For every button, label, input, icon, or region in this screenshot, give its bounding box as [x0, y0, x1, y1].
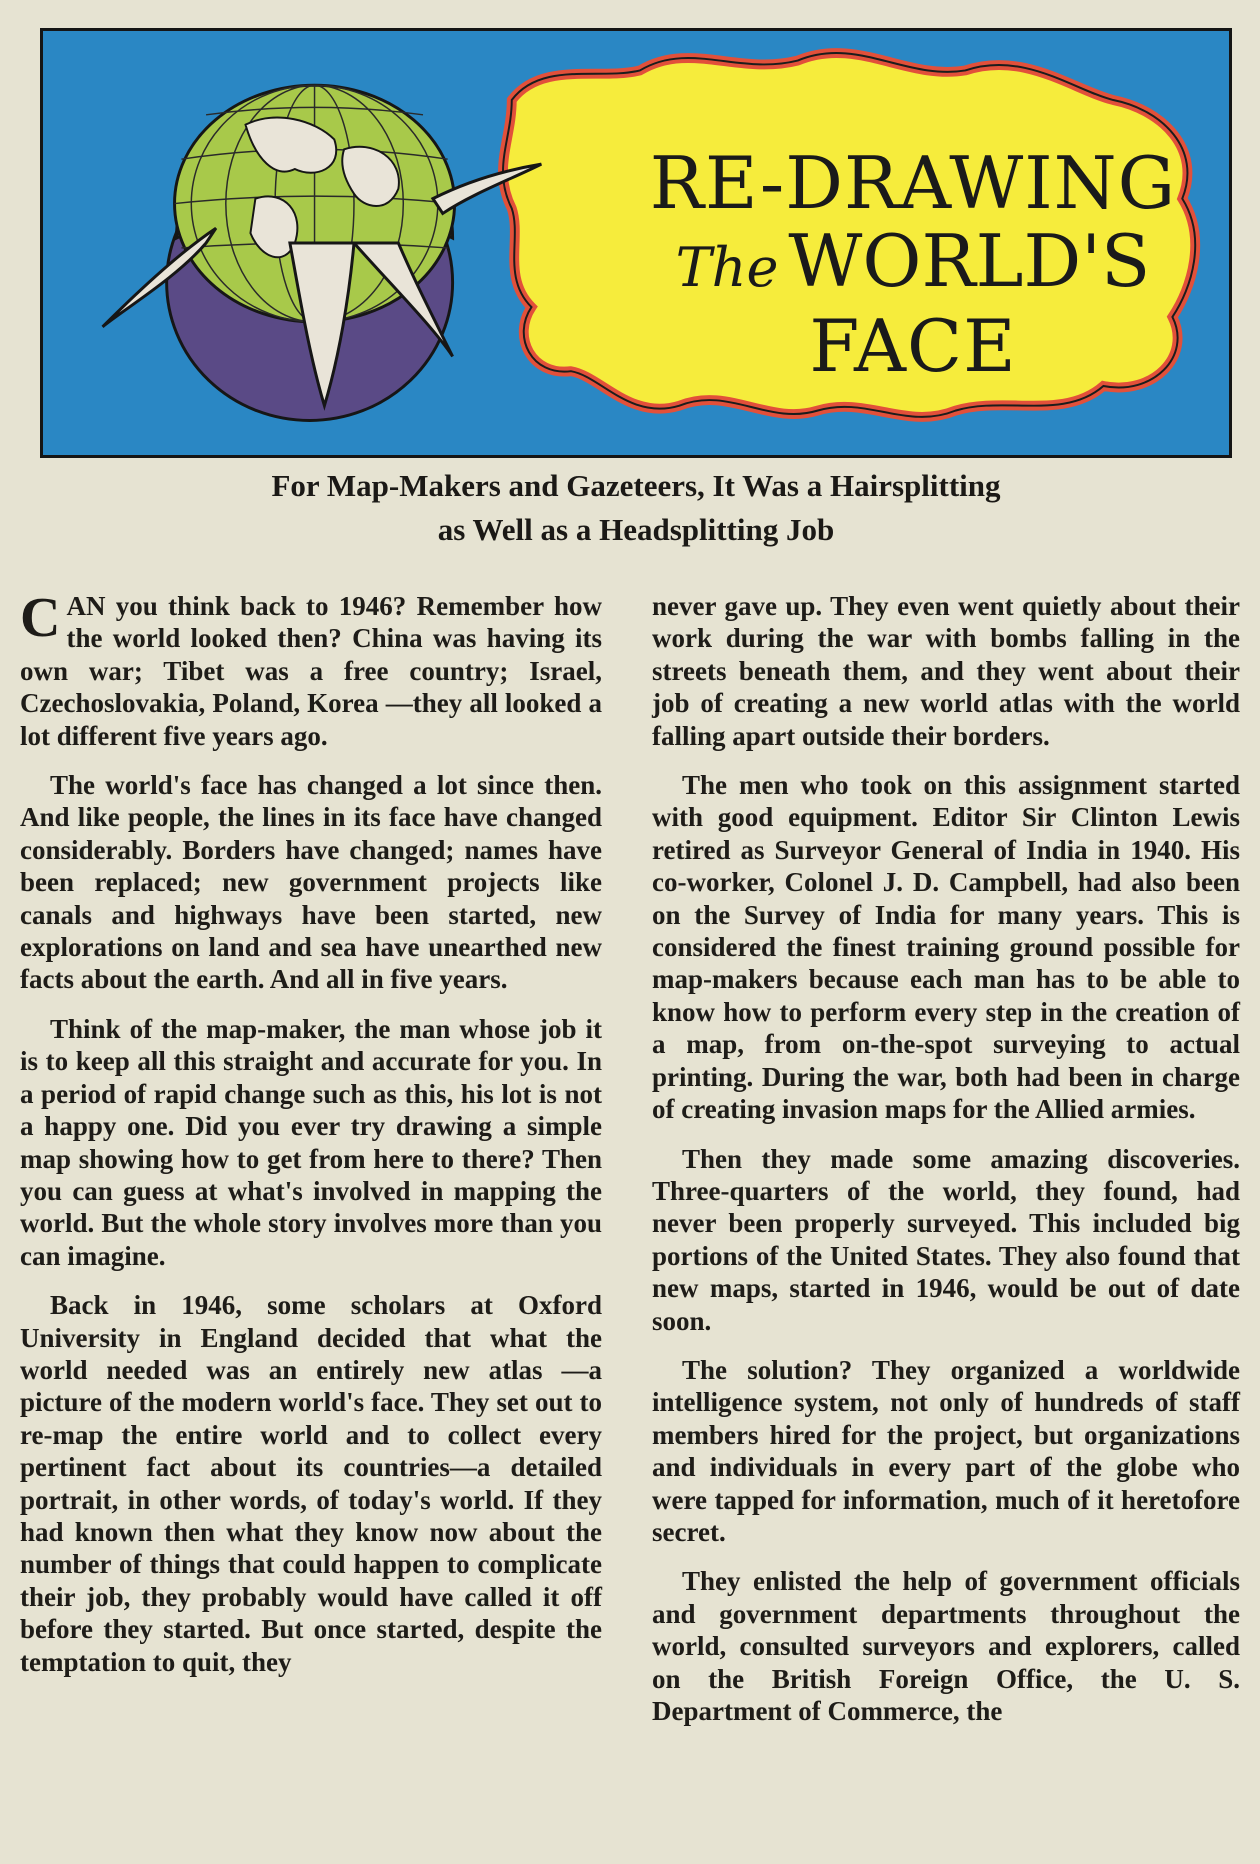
subtitle-line-1: For Map-Makers and Gazeteers, It Was a Hairsplitting	[271, 468, 1001, 503]
paragraph: CAN you think back to 1946? Remember how the world looked then? China was having its own war; Tibet was a free country; Israel, Czechoslovakia, Poland, Korea —they all looked a lot different five years ago.	[20, 587, 602, 751]
left-column	[20, 587, 602, 1695]
paragraph: The world's face has changed a lot since then. And like people, the lines in its face have changed considerably. Borders have changed; names have been replaced; new government projects like canals and highways have been started, new explorations on land and sea have unearthed new facts about the earth. And all in five years.	[20, 770, 602, 995]
title-worlds: WORLD'S	[788, 218, 1151, 303]
subtitle	[40, 464, 1232, 552]
title-line-2	[675, 218, 1151, 307]
title-the: The	[675, 235, 779, 299]
title-line-3: FACE	[809, 303, 1017, 388]
paragraph: The men who took on this assignment started with good equipment. Editor Sir Clinton Lewis retired as Surveyor General of India in 1940. His co-worker, Colonel J. D. Campbell, had also been on the Survey of India for many years. This is considered the finest training ground possible for map-makers because each man has to be able to know how to perform every step in the creation of a map, from on-the-spot surveying to actual printing. During the war, both had been in charge of creating invasion maps for the Allied armies.	[652, 770, 1240, 1125]
drop-cap: C	[20, 587, 61, 649]
paragraph: The solution? They organized a worldwide intelligence system, not only of hundreds of staff members hired for the project, but organizations and individuals in every part of the globe who were tapped for information, much of it heretofore secret.	[652, 1354, 1240, 1547]
paragraph: They enlisted the help of government officials and government departments throughout the world, consulted surveyors and explorers, called on the British Foreign Office, the U. S. Department of Commerce, the	[652, 1566, 1240, 1726]
title-line-1: RE-DRAWING	[649, 140, 1177, 225]
subtitle-line-2: as Well as a Headsplitting Job	[437, 512, 835, 547]
title-banner	[40, 28, 1232, 458]
right-column	[652, 590, 1240, 1744]
paragraph: Then they made some amazing discoveries. Three-quarters of the world, they found, had never been properly surveyed. This included big portions of the United States. They also found that new maps, started in 1946, would be out of date soon.	[652, 1143, 1240, 1336]
paragraph: Think of the map-maker, the man whose job it is to keep all this straight and accurate for you. In a period of rapid change such as this, his lot is not a happy one. Did you ever try drawing a simple map showing how to get from here to there? Then you can guess at what's involved in mapping the world. But the whole story involves more than you can imagine.	[20, 1013, 602, 1271]
paragraph: never gave up. They even went quietly about their work during the war with bombs falling in the streets beneath them, and they went about their job of creating a new world atlas with the world falling apart outside their borders.	[652, 591, 1240, 751]
paragraph: Back in 1946, some scholars at Oxford University in England decided that what the world needed was an entirely new atlas —a picture of the modern world's face. They set out to re-map the entire world and to collect every pertinent fact about its countries—a detailed portrait, in other words, of today's world. If they had known then what they know now about the number of things that could happen to complicate their job, they probably would have called it off before they started. But once started, despite the temptation to quit, they	[20, 1290, 602, 1677]
title-block	[603, 109, 1223, 419]
